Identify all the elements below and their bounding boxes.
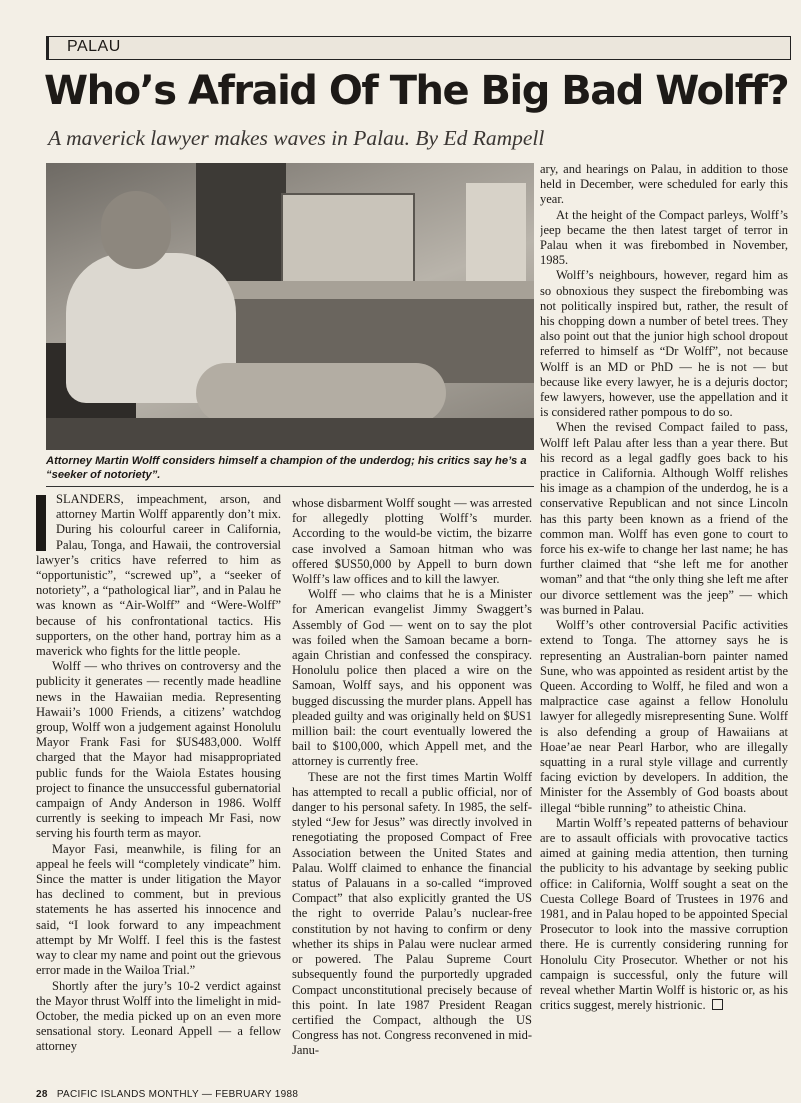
article-photo — [46, 163, 534, 450]
section-label: PALAU — [67, 38, 121, 55]
page-number: 28 — [36, 1089, 48, 1100]
article-column-1 — [36, 492, 281, 1092]
article-column-2 — [292, 496, 532, 1091]
paragraph: ary, and hearings on Palau, in addition to those held in December, were scheduled for early this year. — [540, 162, 788, 207]
caption-divider — [46, 486, 534, 487]
paragraph-final — [540, 816, 788, 1014]
paragraph: At the height of the Compact parleys, Wolff’s jeep became the then latest target of terror in Palau when it was firebombed in November, 1985. — [540, 207, 788, 268]
paragraph: Wolff’s other controversial Pacific activities extend to Tonga. The attorney says he is representing an Australian-born painter named Sune, who was appointed as resident artist by the Queen. According to Wolff, he filed and won a malpractice case against a fellow Honolulu lawyer for allegedly misrepresenting Sune. Wolff is also defending a group of Hawaiians at Hoae’ae near Pearl Harbor, who are illegally squatting in a rural style village and currently facing eviction by developers. In addition, the Minister for the Assembly of God boasts about illegal “bible running” to atheistic China. — [540, 618, 788, 815]
drop-cap-bar — [36, 495, 46, 551]
paragraph: Wolff — who claims that he is a Minister for American evangelist Jimmy Swaggert’s Assembly of God — went on to say the plot was foiled when the Samoan became a born-again Christian and confessed the conspiracy. Honolulu police then placed a wire on the Samoan, Wolff says, and his opponent was bugged discussing the murder plans. Appell has pleaded guilty and was originally held on $US1 million bail: the court eventually lowered the bail to $100,000, which Appell met, and the attorney is currently free. — [292, 587, 532, 769]
end-of-article-icon — [712, 999, 723, 1010]
photo-desk-top — [196, 281, 534, 299]
photo-floor-shadow — [46, 418, 534, 450]
section-banner — [46, 36, 791, 60]
photo-lamp — [466, 183, 526, 293]
paragraph-text: Martin Wolff’s repeated patterns of behaviour are to assault officials with provocative tactics aimed at gaining media attention, then turning the publicity to his advantage by seeking public office: in California, Wolff sought a seat on the Cuesta College Board of Trustees in 1976 and 1981, and in Palau hoped to be appointed Special Prosecutor to look into the massive corruption there. He is currently considering running for Honolulu City Prosecutor. Whether or not his campaign is successful, only the future will reveal whether Martin Wolff is historic or, as his critics suggest, merely histrionic. — [540, 815, 788, 1013]
paragraph: Wolff — who thrives on controversy and the publicity it generates — recently made headline news in the Hawaiian media. Representing Hawaii’s 1000 Friends, a citizens’ watchdog group, Wolff won a judgement against Honolulu Mayor Frank Fasi for $US483,000. Wolff charged that the Mayor had misappropriated public funds for the Waiola Estates housing project to finance the unsuccessful gubernatorial campaign of Andy Anderson in 1986. Wolff currently is seeking to impeach Mr Fasi, now serving his fourth term as mayor. — [36, 659, 281, 841]
photo-person-legs — [196, 363, 446, 423]
paragraph: Mayor Fasi, meanwhile, is filing for an appeal he feels will “completely vindicate” him. Since the matter is under litigation the Mayor has declined to comment, but in previous statements he has asserted his innocence and said, “I look forward to any impeachment attempt by Mr Wolff. I feel this is the fastest way to clear my name and point out the grievous error made in the Wailoa Trial.” — [36, 841, 281, 978]
publication-line: PACIFIC ISLANDS MONTHLY — FEBRUARY 1988 — [56, 1089, 299, 1100]
paragraph: Wolff’s neighbours, however, regard him as so obnoxious they suspect the firebombing was not politically inspired but, rather, the result of his chopping down a number of betel trees. They also point out that the junior high school dropout referred to himself as “Dr Wolff”, not because Wolff is an MD or PhD — he is not — but because like every lawyer, he is a dejuris doctor; few lawyers, however, use the appellation and it is considered rather pompous to do so. — [540, 268, 788, 420]
photo-caption: Attorney Martin Wolff considers himself a champion of the underdog; his critics say he’s a “seeker of notoriety”. — [46, 455, 527, 481]
paragraph: When the revised Compact failed to pass, Wolff left Palau after less than a year there. But his record as a legal gadfly goes back to his practice in California. Although Wolff relishes his image as a champion of the underdog, he is a conservative Republican and not since Lincoln has this party been known as a friend of the common man. Wolff has even gone to court to force his ex-wife to change her last name; he has further claimed that “she left me for another woman” and that “the only thing she left me after our divorce settlement was the jeep” — which was burned in Palau. — [540, 420, 788, 617]
paragraph: whose disbarment Wolff sought — was arrested for allegedly plotting Wolff’s murder. According to the would-be victim, the bizarre case involved a Samoan hitman who was offered $US50,000 by Appell to burn down Wolff’s law offices and to kill the lawyer. — [292, 496, 532, 587]
standfirst-byline: A maverick lawyer makes waves in Palau. By Ed Rampell — [48, 126, 545, 150]
paragraph: Shortly after the jury’s 10-2 verdict against the Mayor thrust Wolff into the limelight in mid-October, the media picked up on an even more sensational story. Leonard Appell — a fellow attorney — [36, 978, 281, 1054]
paragraph: SLANDERS, impeachment, arson, and attorney Martin Wolff apparently don’t mix. During his colourful career in California, Palau, Tonga, and Hawaii, the controversial lawyer’s critics have referred to him as “opportunistic”, “screwed up”, a “seeker of notoriety”, a “pathological liar”, and in Palau he was known as “Air-Wolff” and “Were-Wolff” because of his confrontational tactics. His supporters, on the other hand, portray him as a maverick who fights for the little people. — [36, 492, 281, 659]
headline: Who’s Afraid Of The Big Bad Wolff? — [44, 68, 789, 114]
page-footer — [36, 1089, 298, 1100]
paragraph: These are not the first times Martin Wolff has attempted to recall a public official, nor of danger to his personal safety. In 1985, the self-styled “Jew for Jesus” was directly involved in renegotiating the proposed Compact of Free Association between the United States and Palau. Wolff claimed to enhance the financial status of Palauans in a so-called “improved Compact” that also explicitly granted the US the right to override Palau’s nuclear-free constitution by not having to confirm or deny whether its ships in Palau were nuclear armed or powered. The Palau Supreme Court subsequently found the purportedly upgraded Compact unconstitutional precisely because of this point. In late 1987 President Reagan certified the Compact, although the US Congress has not. Congress reconvened in mid-Janu- — [292, 769, 532, 1058]
photo-person-head — [101, 191, 171, 269]
article-column-3 — [540, 162, 788, 1092]
